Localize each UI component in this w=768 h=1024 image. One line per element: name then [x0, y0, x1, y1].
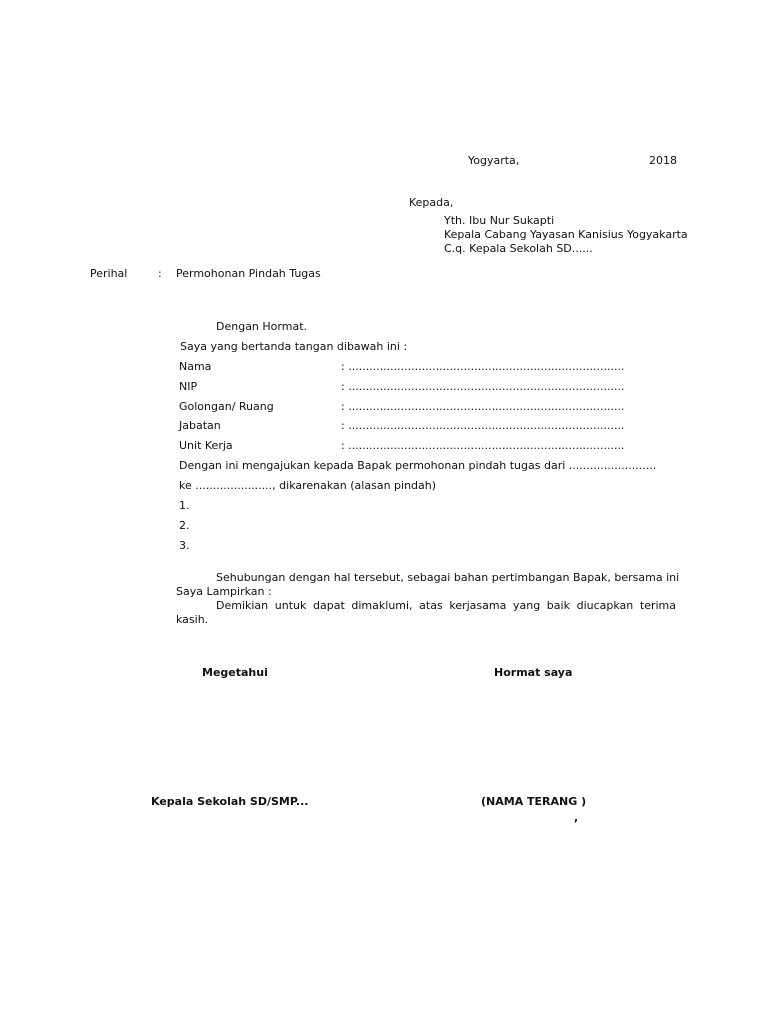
recipient-line: Yth. Ibu Nur Sukapti — [444, 214, 555, 227]
subject-label: Perihal — [90, 267, 128, 280]
subject-colon: : — [158, 267, 162, 280]
greeting: Dengan Hormat. — [216, 320, 307, 333]
reason-item-3: 3. — [179, 539, 190, 552]
closing-para-1-line-2: Saya Lampirkan : — [176, 585, 272, 598]
field-value-nama: : ............................................................................... — [341, 360, 625, 373]
field-label-nip: NIP — [179, 380, 198, 393]
request-line-2: ke ......................, dikarenakan (alasan pindah) — [179, 479, 437, 492]
reason-item-2: 2. — [179, 519, 190, 532]
signature-right-heading: Hormat saya — [494, 666, 573, 679]
closing-para-1-line-1: Sehubungan dengan hal tersebut, sebagai bahan pertimbangan Bapak, bersama ini — [216, 571, 680, 584]
recipient-line: C.q. Kepala Sekolah SD...... — [444, 242, 593, 255]
reason-item-1: 1. — [179, 499, 190, 512]
field-value-golongan: : ............................................................................... — [341, 400, 625, 413]
recipient-line: Kepala Cabang Yayasan Kanisius Yogyakarta — [444, 228, 688, 241]
field-label-golongan: Golongan/ Ruang — [179, 400, 274, 413]
letter-city: Yogyarta, — [468, 154, 520, 167]
field-value-nip: : ............................................................................... — [341, 380, 625, 393]
field-label-nama: Nama — [179, 360, 212, 373]
field-value-jabatan: : ............................................................................... — [341, 419, 625, 432]
field-label-unit-kerja: Unit Kerja — [179, 439, 233, 452]
intro-text: Saya yang bertanda tangan dibawah ini : — [180, 340, 408, 353]
request-line-1: Dengan ini mengajukan kepada Bapak permohonan pindah tugas dari ......................... — [179, 459, 657, 472]
signature-right-mark: , — [574, 811, 579, 824]
recipient-to-label: Kepada, — [409, 196, 454, 209]
closing-para-2: Demikian untuk dapat dimaklumi, atas kerjasama yang baik diucapkan terima kasih. — [176, 599, 676, 626]
signature-left-heading: Megetahui — [202, 666, 268, 679]
letter-year: 2018 — [649, 154, 677, 167]
signature-left-name: Kepala Sekolah SD/SMP... — [151, 795, 309, 808]
signature-right-name: (NAMA TERANG ) — [481, 795, 587, 808]
subject-value: Permohonan Pindah Tugas — [176, 267, 321, 280]
field-value-unit-kerja: : ............................................................................... — [341, 439, 625, 452]
field-label-jabatan: Jabatan — [179, 419, 221, 432]
